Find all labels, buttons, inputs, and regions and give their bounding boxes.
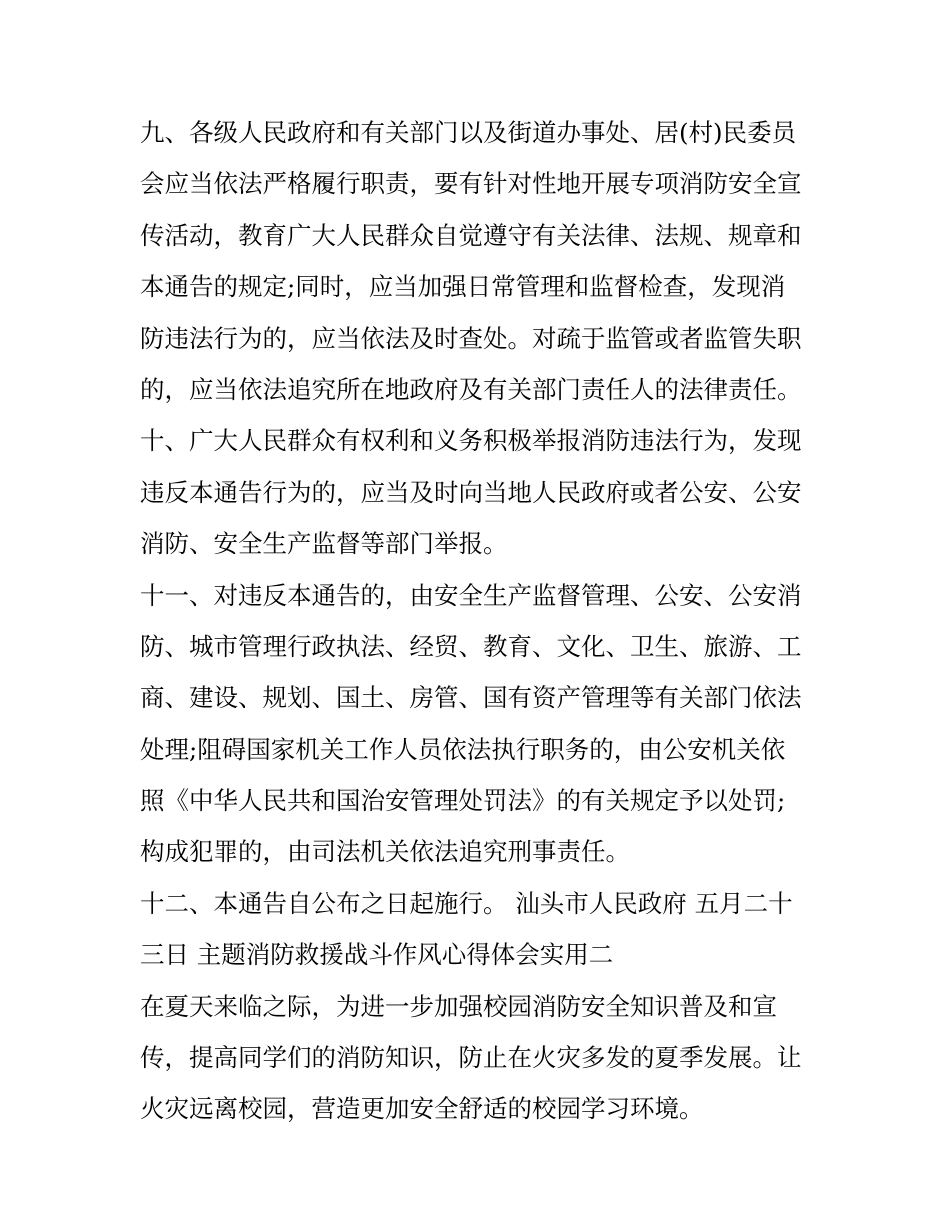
- text-line: 的，应当依法追究所在地政府及有关部门责任人的法律责任。: [140, 374, 802, 404]
- text-line: 传活动，教育广大人民群众自觉遵守有关法律、法规、规章和: [140, 220, 802, 250]
- text-line: 商、建设、规划、国土、房管、国有资产管理等有关部门依法: [140, 683, 802, 713]
- text-line: 消防、安全生产监督等部门举报。: [140, 529, 508, 559]
- text-line: 十、广大人民群众有权利和义务积极举报消防违法行为，发现: [140, 426, 802, 456]
- text-line: 在夏天来临之际，为进一步加强校园消防安全知识普及和宣: [140, 991, 777, 1021]
- text-line: 九、各级人民政府和有关部门以及街道办事处、居(村)民委员: [140, 118, 797, 147]
- text-line: 本通告的规定;同时，应当加强日常管理和监督检查，发现消: [140, 272, 786, 302]
- text-line: 防违法行为的，应当依法及时查处。对疏于监管或者监管失职: [140, 323, 802, 353]
- text-line: 传，提高同学们的消防知识，防止在火灾多发的夏季发展。让: [140, 1043, 802, 1073]
- text-line: 违反本通告行为的，应当及时向当地人民政府或者公安、公安: [140, 477, 802, 507]
- text-line: 三日 主题消防救援战斗作风心得体会实用二: [140, 940, 614, 970]
- text-line: 处理;阻碍国家机关工作人员依法执行职务的，由公安机关依: [140, 734, 786, 764]
- text-line: 照《中华人民共和国治安管理处罚法》的有关规定予以处罚;: [140, 786, 786, 816]
- text-line: 十一、对违反本通告的，由安全生产监督管理、公安、公安消: [140, 580, 802, 610]
- document-body: [140, 107, 820, 1135]
- text-line: 会应当依法严格履行职责，要有针对性地开展专项消防安全宣: [140, 169, 802, 199]
- text-line: 构成犯罪的，由司法机关依法追究刑事责任。: [140, 837, 630, 867]
- text-line: 防、城市管理行政执法、经贸、教育、文化、卫生、旅游、工: [140, 631, 802, 661]
- text-line: 十二、本通告自公布之日起施行。 汕头市人民政府 五月二十: [140, 888, 793, 918]
- text-line: 火灾远离校园，营造更加安全舒适的校园学习环境。: [140, 1094, 704, 1124]
